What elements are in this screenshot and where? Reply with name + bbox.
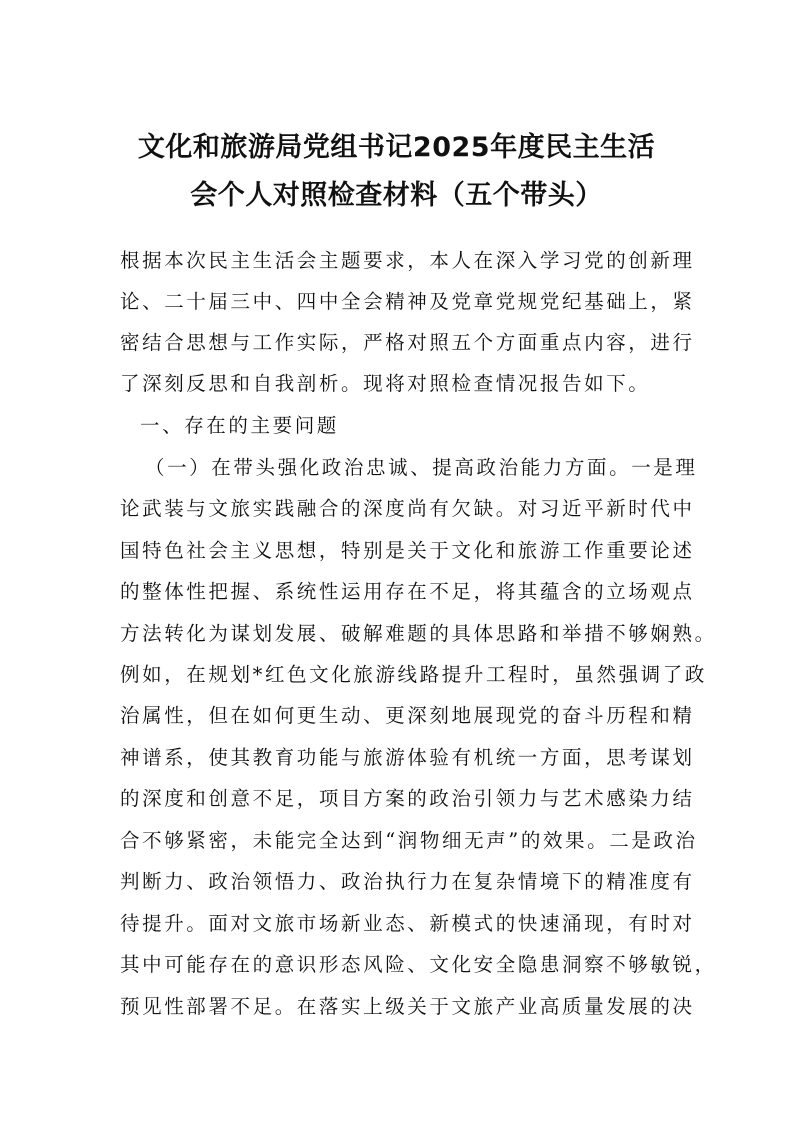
paragraph-line: 论武装与文旅实践融合的深度尚有欠缺。对习近平新时代中 [120, 497, 695, 520]
paragraph-line: 神谱系，使其教育功能与旅游体验有机统一方面，思考谋划 [120, 746, 695, 769]
paragraph-line: 了深刻反思和自我剖析。现将对照检查情况报告如下。 [120, 372, 651, 395]
paragraph-line: 例如，在规划*红色文化旅游线路提升工程时，虽然强调了政 [120, 663, 707, 686]
paragraph-line: 论、二十届三中、四中全会精神及党章党规党纪基础上，紧 [120, 290, 695, 313]
paragraph-line: 判断力、政治领悟力、政治执行力在复杂情境下的精准度有 [120, 870, 695, 893]
paragraph-line: 预见性部署不足。在落实上级关于文旅产业高质量发展的决 [120, 995, 695, 1018]
paragraph-line: 其中可能存在的意识形态风险、文化安全隐患洞察不够敏锐， [120, 953, 717, 976]
section-heading: 一、存在的主要问题 [140, 414, 339, 437]
subsection-heading-line: （一）在带头强化政治忠诚、提高政治能力方面。一是理 [145, 456, 698, 479]
document-title-line-2: 会个人对照检查材料（五个带头） [190, 180, 603, 211]
document-title-line-1: 文化和旅游局党组书记2025年度民主生活 [137, 132, 656, 163]
paragraph-line: 方法转化为谋划发展、破解难题的具体思路和举措不够娴熟。 [120, 622, 717, 645]
paragraph-line: 根据本次民主生活会主题要求，本人在深入学习党的创新理 [120, 249, 695, 272]
paragraph-line: 国特色社会主义思想，特别是关于文化和旅游工作重要论述 [120, 539, 695, 562]
paragraph-line: 的深度和创意不足，项目方案的政治引领力与艺术感染力结 [120, 787, 695, 810]
paragraph-line: 治属性，但在如何更生动、更深刻地展现党的奋斗历程和精 [120, 704, 695, 727]
paragraph-line: 的整体性把握、系统性运用存在不足，将其蕴含的立场观点 [120, 580, 695, 603]
paragraph-line: 合不够紧密，未能完全达到“润物细无声”的效果。二是政治 [120, 829, 698, 852]
paragraph-line: 密结合思想与工作实际，严格对照五个方面重点内容，进行 [120, 331, 695, 354]
paragraph-line: 待提升。面对文旅市场新业态、新模式的快速涌现，有时对 [120, 912, 695, 935]
